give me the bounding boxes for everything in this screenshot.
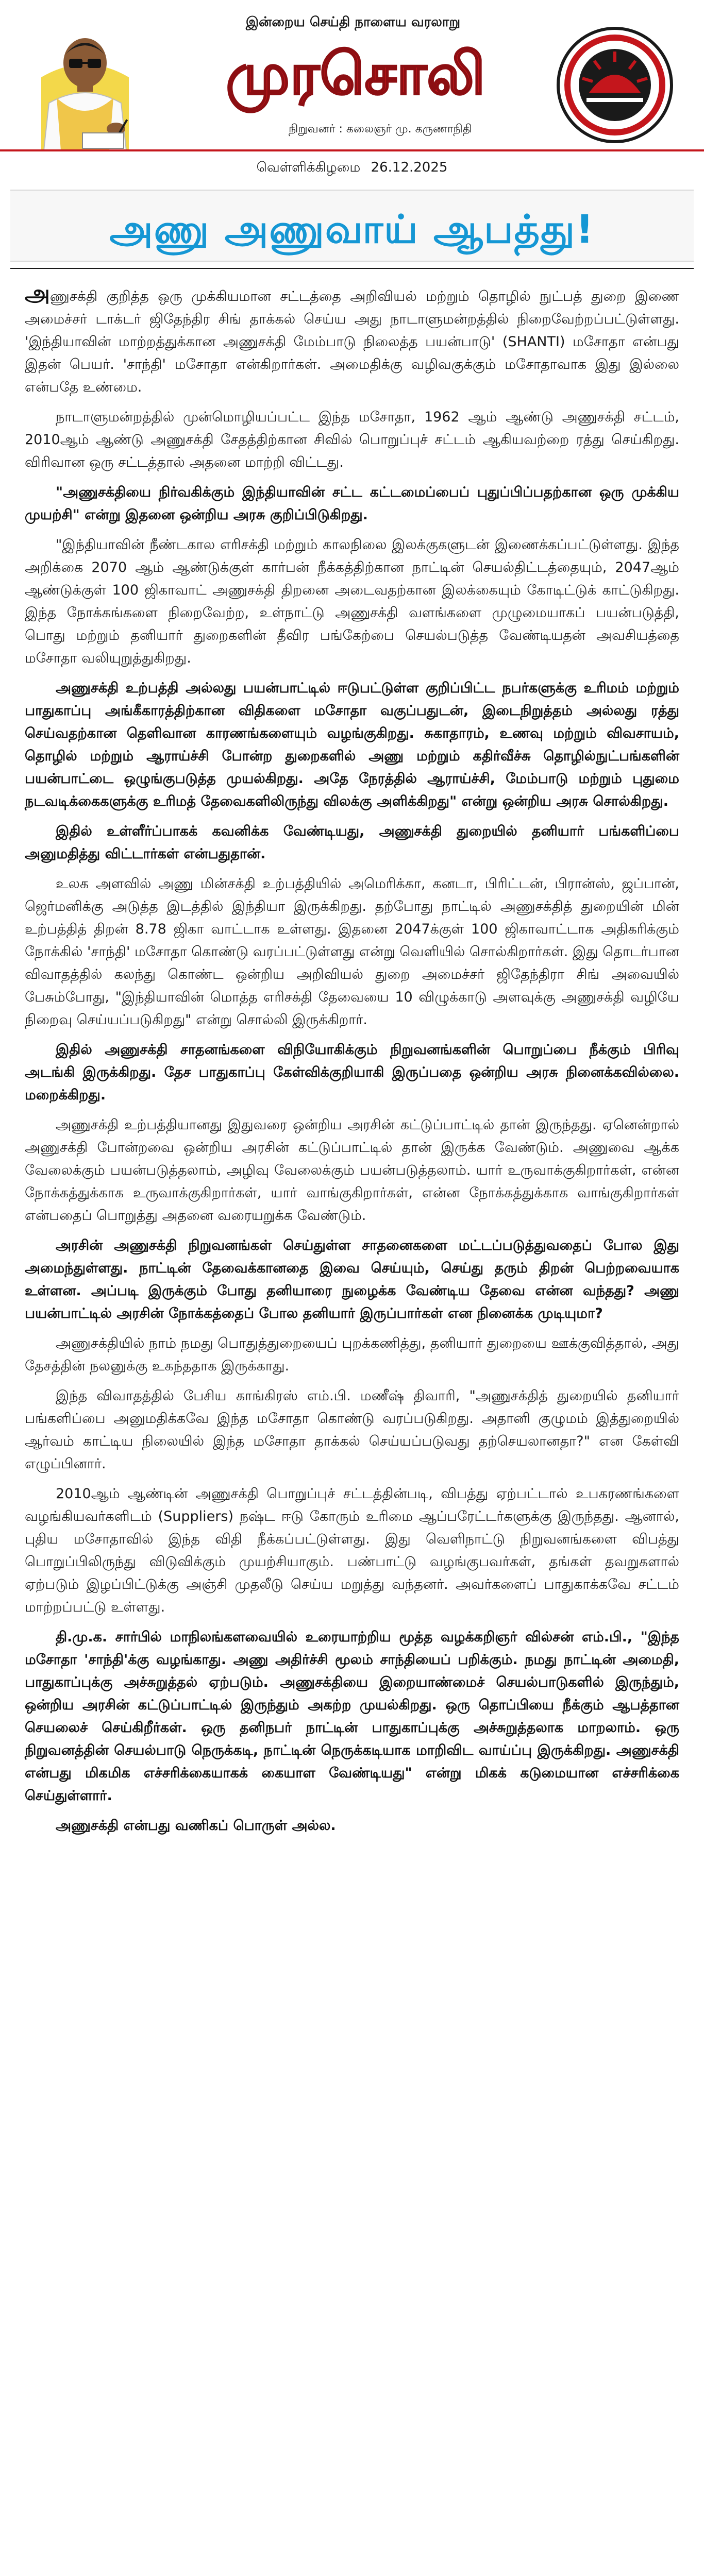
masthead: [0, 0, 704, 185]
editorial-body: [25, 282, 679, 1844]
article-paragraph: அணுசக்தி உற்பத்தி அல்லது பயன்பாட்டில் ஈடுபட்டுள்ள குறிப்பிட்ட நபர்களுக்கு உரிமம் மற்றும் பாதுகாப்பு அங்கீகாரத்திற்கான விதிகளை மசோதா வகுப்பதுடன், இடைநிறுத்தம் அல்லது ரத்து செய்வதற்கான தெளிவான காரணங்களையும் வழங்குகிறது. சுகாதாரம், உணவு மற்றும் விவசாயம், தொழில் மற்றும் ஆராய்ச்சி போன்ற துறைகளில் அணு மற்றும் கதிர்வீச்சு தொழில்நுட்பங்களின் பயன்பாட்டை ஒழுங்குபடுத்த முயல்கிறது. அதே நேரத்தில் ஆராய்ச்சி, மேம்பாடு மற்றும் புதுமை நடவடிக்கைகளுக்கு உரிமத் தேவைகளிலிருந்து விலக்கு அளிக்கிறது" என்று ஒன்றிய அரசு சொல்கிறது.: [25, 680, 679, 809]
masthead-tagline: இன்றைய செய்தி நாளைய வரலாறு: [245, 14, 461, 30]
founder-portrait: [21, 15, 149, 160]
article-paragraph: "இந்தியாவின் நீண்டகால எரிசக்தி மற்றும் காலநிலை இலக்குகளுடன் இணைக்கப்பட்டுள்ளது. இந்த அறிக்கை 2070 ஆம் ஆண்டுக்குள் கார்பன் நீக்கத்திற்கான நாட்டின் செயல்திட்டத்தையும், 2047ஆம் ஆண்டுக்குள் 100 ஜிகாவாட் அணுசக்தி திறனை அடைவதற்கான இலக்கையும் கோடிட்டுக் காட்டுகிறது. இந்த நோக்கங்களை நிறைவேற்ற, உள்நாட்டு அணுசக்தி வளங்களை முழுமையாகப் பயன்படுத்தி, பொது மற்றும் தனியார் துறைகளின் தீவிர பங்கேற்பை செயல்படுத்த வேண்டியதன் அவசியத்தை மசோதா வலியுறுத்துகிறது.: [25, 537, 679, 666]
headline-band: [10, 190, 694, 262]
article-paragraph: இதில் அணுசக்தி சாதனங்களை விநியோகிக்கும் நிறுவனங்களின் பொறுப்பை நீக்கும் பிரிவு அடங்கி இருக்கிறது. தேச பாதுகாப்பு கேள்விக்குறியாகி இருப்பதை ஒன்றிய அரசு நினைக்கவில்லை. மறைக்கிறது.: [25, 1042, 679, 1103]
article-paragraph: அணுசக்தி என்பது வணிகப் பொருள் அல்ல.: [56, 1818, 336, 1834]
editorial-headline: அணு அணுவாய் ஆபத்து!: [109, 206, 595, 252]
masthead-rule: [0, 149, 704, 151]
article-paragraph: உலக அளவில் அணு மின்சக்தி உற்பத்தியில் அமெரிக்கா, கனடா, பிரிட்டன், பிரான்ஸ், ஜப்பான், ஜெர்மனிக்கு அடுத்த இடத்தில் இந்தியா இருக்கிறது. தற்போது நாட்டில் அணுசக்தித் துறையின் மின் உற்பத்தித் திறன் 8.78 ஜிகா வாட்டாக உள்ளது. இதனை 2047க்குள் 100 ஜிகாவாட்டாக அதிகரிக்கும் நோக்கில் 'சாந்தி' மசோதா கொண்டு வரப்பட்டுள்ளது என்று வெளியில் சொல்கிறார்கள். இது தொடர்பான விவாதத்தில் கலந்து கொண்ட ஒன்றிய அறிவியல் துறை அமைச்சர் ஜிதேந்திரா சிங் அவையில் பேசும்போது, "இந்தியாவின் மொத்த எரிசக்தி தேவையை 10 விழுக்காடு அளவுக்கு அணுசக்தி வழியே நிறைவு செய்யப்படுகிறது" என்று சொல்லி இருக்கிறார்.: [25, 876, 679, 1028]
article-paragraph: நாடாளுமன்றத்தில் முன்மொழியப்பட்ட இந்த மசோதா, 1962 ஆம் ஆண்டு அணுசக்தி சட்டம், 2010ஆம் ஆண்டு அணுசக்தி சேதத்திற்கான சிவில் பொறுப்புச் சட்டம் ஆகியவற்றை ரத்து செய்கிறது. விரிவான ஒரு சட்டத்தால் அதனை மாற்றி விட்டது.: [25, 409, 679, 470]
article-paragraph: இதில் உள்ளீர்ப்பாகக் கவனிக்க வேண்டியது, அணுசக்தி துறையில் தனியார் பங்களிப்பை அனுமதித்து விட்டார்கள் என்பதுதான்.: [25, 823, 679, 862]
brand-name: முரசொலி: [226, 41, 485, 108]
article-paragraph: தி.மு.க. சார்பில் மாநிலங்களவையில் உரையாற்றிய மூத்த வழக்கறிஞர் வில்சன் எம்.பி., "இந்த மசோதா 'சாந்தி'க்கு வழங்காது. அணு அதிர்ச்சி மூலம் சாந்தியைப் பறிக்கும். நமது நாட்டின் அமைதி, பாதுகாப்புக்கு அச்சுறுத்தல் ஏற்படும். அணுசக்தியை இறையாண்மைச் செயல்பாடுகளில் இருந்தும், ஒன்றிய அரசின் கட்டுப்பாட்டில் இருந்தும் அகற்ற முயல்கிறது. ஒரு தொப்பியை நீக்கும் ஆபத்தான செயலைச் செய்கிறீர்கள். ஒரு தனிநபர் நாட்டின் பாதுகாப்புக்கு அச்சுறுத்தலாக மாறலாம். ஒரு நிறுவனத்தின் செயல்பாடு நெருக்கடி, நாட்டின் நெருக்கடியாக மாறிவிட வாய்ப்பு இருக்கிறது. அணுசக்தி என்பது மிகமிக எச்சரிக்கையாகக் கையாள வேண்டியது" என்று மிகக் கடுமையான எச்சரிக்கை செய்துள்ளார்.: [25, 1629, 679, 1804]
article-paragraph: 2010ஆம் ஆண்டின் அணுசக்தி பொறுப்புச் சட்டத்தின்படி, விபத்து ஏற்பட்டால் உபகரணங்களை வழங்கியவர்களிடம் (Suppliers) நஷ்ட ஈடு கோரும் உரிமை ஆப்பரேட்டர்களுக்கு இருந்தது. ஆனால், புதிய மசோதாவில் இந்த விதி நீக்கப்பட்டுள்ளது. இது வெளிநாட்டு நிறுவனங்களை விபத்து பொறுப்பிலிருந்து விடுவிக்கும் முயற்சியாகும். பண்பாட்டு வழங்குபவர்கள், தங்கள் தவறுகளால் ஏற்படும் இழப்பிட்டுக்கு அஞ்சி முதலீடு செய்ய மறுத்து வந்தனர். அவர்களைப் பாதுகாக்கவே சட்டம் மாற்றப்பட்டு உள்ளது.: [25, 1486, 679, 1615]
article-paragraph: அணுசக்தியில் நாம் நமது பொதுத்துறையைப் புறக்கணித்து, தனியார் துறையை ஊக்குவித்தால், அது தேசத்தின் நலனுக்கு உகந்ததாக இருக்காது.: [25, 1335, 679, 1374]
article-paragraph: அணுசக்தி குறித்த ஒரு முக்கியமான சட்டத்தை அறிவியல் மற்றும் தொழில் நுட்பத் துறை இணை அமைச்சர் டாக்டர் ஜிதேந்திர சிங் தாக்கல் செய்ய அது நாடாளுமன்றத்தில் நிறைவேற்றப்பட்டுள்ளது. 'இந்தியாவின் மாற்றத்துக்கான அணுசக்தி மேம்பாடு நிலைத்த பயன்பாடு' (SHANTI) மசோதா என்பது இதன் பெயர். 'சாந்தி' மசோதா என்கிறார்கள். அமைதிக்கு வழிவகுக்கும் மசோதாவாக இது இல்லை என்பதே உண்மை.: [25, 280, 679, 395]
date-day: வெள்ளிக்கிழமை: [256, 160, 361, 175]
date-value: 26.12.2025: [371, 160, 448, 175]
article-paragraph: "அணுசக்தியை நிர்வகிக்கும் இந்தியாவின் சட்ட கட்டமைப்பைப் புதுப்பிப்பதற்கான ஒரு முக்கிய முயற்சி" என்று இதனை ஒன்றிய அரசு குறிப்பிடுகிறது.: [25, 484, 679, 523]
article-paragraph: அரசின் அணுசக்தி நிறுவனங்கள் செய்துள்ள சாதனைகளை மட்டப்படுத்துவதைப் போல இது அமைந்துள்ளது. நாட்டின் தேவைக்கானதை இவை செய்யும், செய்து தரும் திறன் பெற்றவையாக உள்ளன. அப்படி இருக்கும் போது தனியாரை நுழைக்க வேண்டிய தேவை என்ன வந்தது? அணு பயன்பாட்டில் அரசின் நோக்கத்தைப் போல தனியார் இருப்பார்கள் என நினைக்க முடியுமா?: [25, 1238, 679, 1321]
drop-cap: அ: [25, 280, 50, 307]
headline-rule: [10, 268, 694, 269]
article-paragraph: இந்த விவாதத்தில் பேசிய காங்கிரஸ் எம்.பி. மணீஷ் திவாரி, "அணுசக்தித் துறையில் தனியார் பங்களிப்பை அனுமதிக்கவே இந்த மசோதா கொண்டு வரப்படுகிறது. அதானி குழுமம் இத்துறையில் ஆர்வம் காட்டிய நிலையில் இந்த மசோதா தாக்கல் செய்யப்படுவது தற்செயலானதா?" என கேள்வி எழுப்பினார்.: [25, 1388, 679, 1472]
editor-line: நிறுவனர் : கலைஞர் மு. கருணாநிதி: [289, 123, 472, 135]
article-paragraph: அணுசக்தி உற்பத்தியானது இதுவரை ஒன்றிய அரசின் கட்டுப்பாட்டில் தான் இருந்தது. ஏனென்றால் அணுசக்தி போன்றவை ஒன்றிய அரசின் கட்டுப்பாட்டில் தான் இருக்க வேண்டும். அணுவை ஆக்க வேலைக்கும் பயன்படுத்தலாம், அழிவு வேலைக்கும் பயன்படுத்தலாம். யார் உருவாக்குகிறார்கள், என்ன நோக்கத்துக்காக உருவாக்குகிறார்கள், யார் வாங்குகிறார்கள், என்ன நோக்கத்துக்காக வாங்குகிறார்கள் என்பதைப் பொறுத்து அதனை வரையறுக்க வேண்டும்.: [25, 1117, 679, 1224]
brand-wordmark: [211, 31, 500, 113]
date-line: [0, 160, 704, 177]
party-emblem-icon: [545, 21, 684, 149]
